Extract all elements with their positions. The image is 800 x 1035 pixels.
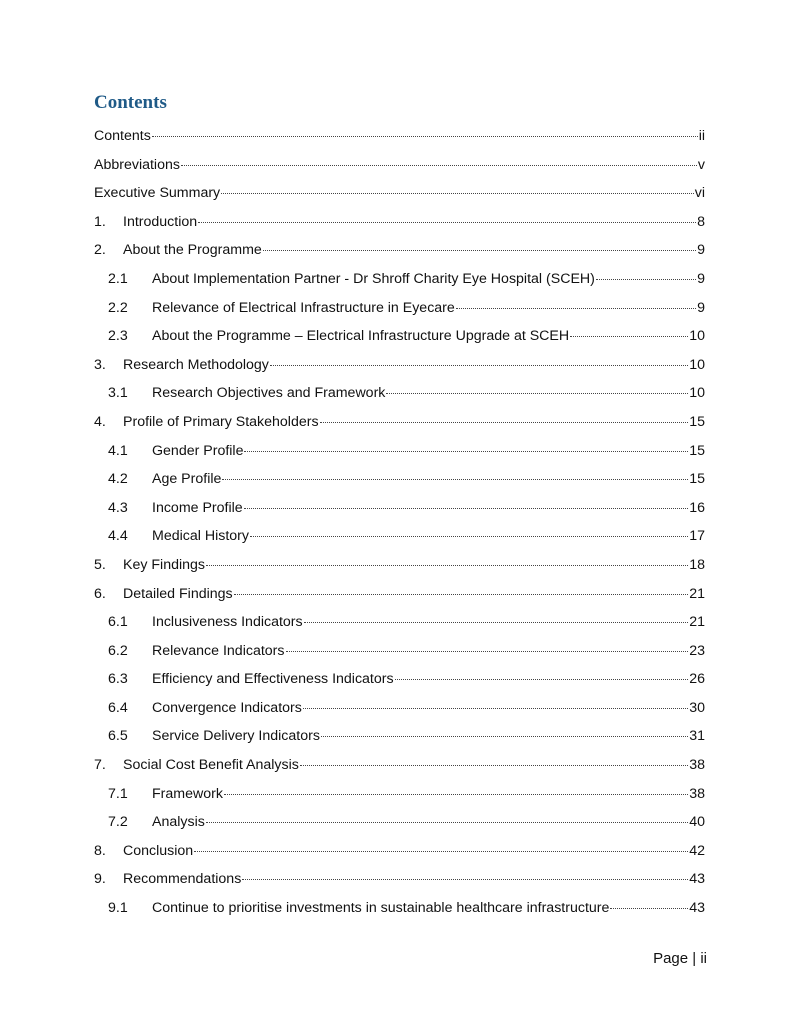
toc-entry[interactable]: [94, 726, 705, 755]
toc-entry[interactable]: [94, 383, 705, 412]
toc-entry[interactable]: [94, 869, 705, 898]
toc-entry[interactable]: [94, 326, 705, 355]
toc-entry-page-number: 21: [689, 585, 705, 602]
toc-entry-title: Service Delivery Indicators: [152, 728, 320, 745]
toc-entry-number: 2.2: [108, 299, 128, 316]
dot-leader: [206, 565, 688, 566]
toc-entry[interactable]: [94, 469, 705, 498]
table-of-contents: [94, 126, 705, 927]
toc-entry-page-number: 43: [689, 900, 705, 917]
dot-leader: [242, 879, 688, 880]
toc-entry-title: Relevance Indicators: [152, 642, 285, 659]
toc-entry[interactable]: [94, 698, 705, 727]
toc-entry-page-number: 9: [697, 299, 705, 316]
toc-entry-title: Introduction: [123, 213, 198, 230]
dot-leader: [250, 536, 688, 537]
toc-entry-page-number: 43: [689, 871, 705, 888]
toc-entry[interactable]: [94, 269, 705, 298]
toc-entry-number: 1.: [94, 213, 106, 230]
toc-entry-number: 2.3: [108, 328, 128, 345]
toc-entry-page-number: 17: [689, 528, 705, 545]
toc-entry-page-number: 15: [689, 442, 705, 459]
toc-entry-number: 6.2: [108, 642, 128, 659]
toc-entry-page-number: 10: [689, 356, 705, 373]
toc-entry-number: 3.: [94, 356, 106, 373]
toc-entry-page-number: 16: [689, 499, 705, 516]
dot-leader: [234, 594, 689, 595]
toc-entry-page-number: ii: [698, 128, 705, 144]
dot-leader: [395, 679, 689, 680]
page-title: Contents: [94, 92, 167, 113]
toc-entry[interactable]: [94, 584, 705, 613]
toc-entry-title: About the Programme: [123, 242, 262, 259]
dot-leader: [596, 279, 696, 280]
toc-entry-page-number: 10: [689, 328, 705, 345]
toc-entry-number: 2.1: [108, 270, 128, 287]
toc-entry-number: 6.5: [108, 728, 128, 745]
toc-entry-page-number: 15: [689, 413, 705, 430]
dot-leader: [152, 136, 698, 137]
toc-entry-page-number: v: [697, 156, 705, 173]
toc-entry-number: 4.1: [108, 442, 128, 459]
toc-entry-number: 4.2: [108, 471, 128, 488]
toc-entry-title: Relevance of Electrical Infrastructure in Eyecare: [152, 299, 455, 316]
toc-entry[interactable]: [94, 412, 705, 441]
toc-entry-title: Continue to prioritise investments in sustainable healthcare infrastructure: [152, 900, 610, 917]
toc-entry-page-number: 18: [689, 556, 705, 573]
toc-entry[interactable]: [94, 812, 705, 841]
toc-entry[interactable]: [94, 526, 705, 555]
toc-entry-number: 3.1: [108, 385, 128, 402]
dot-leader: [303, 708, 688, 709]
toc-entry-page-number: 9: [697, 242, 705, 259]
dot-leader: [244, 451, 688, 452]
toc-entry[interactable]: [94, 784, 705, 813]
toc-entry[interactable]: [94, 841, 705, 870]
toc-entry[interactable]: [94, 126, 705, 155]
toc-entry-title: Conclusion: [123, 842, 194, 859]
dot-leader: [286, 651, 689, 652]
toc-entry-number: 4.: [94, 413, 106, 430]
toc-entry-number: 7.1: [108, 785, 128, 802]
toc-entry[interactable]: [94, 240, 705, 269]
toc-entry-title: Gender Profile: [152, 442, 244, 459]
toc-entry-page-number: 30: [689, 699, 705, 716]
toc-entry-number: 4.3: [108, 499, 128, 516]
toc-entry-title: Medical History: [152, 528, 249, 545]
toc-entry-page-number: 31: [689, 728, 705, 745]
dot-leader: [270, 365, 688, 366]
toc-entry-number: 9.1: [108, 900, 128, 917]
toc-entry[interactable]: [94, 612, 705, 641]
toc-entry-title: Inclusiveness Indicators: [152, 614, 303, 631]
toc-entry[interactable]: [94, 555, 705, 584]
toc-entry-title: Profile of Primary Stakeholders: [123, 413, 319, 430]
toc-entry[interactable]: [94, 755, 705, 784]
toc-entry-title: Abbreviations: [94, 156, 180, 173]
toc-entry-page-number: 21: [689, 614, 705, 631]
toc-entry-title: Key Findings: [123, 556, 206, 573]
toc-entry-number: 8.: [94, 842, 106, 859]
dot-leader: [194, 851, 688, 852]
dot-leader: [304, 622, 689, 623]
toc-entry-title: Framework: [152, 785, 223, 802]
dot-leader: [222, 479, 688, 480]
dot-leader: [570, 336, 688, 337]
toc-entry-number: 7.: [94, 757, 106, 774]
toc-entry-title: Convergence Indicators: [152, 699, 302, 716]
dot-leader: [206, 822, 688, 823]
toc-entry-title: Recommendations: [123, 871, 242, 888]
toc-entry-page-number: 23: [689, 642, 705, 659]
toc-entry-title: Analysis: [152, 814, 205, 831]
toc-entry[interactable]: [94, 212, 705, 241]
page-number-footer: Page | ii: [653, 950, 707, 967]
toc-entry[interactable]: [94, 669, 705, 698]
toc-entry-number: 6.4: [108, 699, 128, 716]
toc-entry-page-number: vi: [694, 185, 705, 202]
toc-entry-title: About Implementation Partner - Dr Shroff Charity Eye Hospital (SCEH): [152, 270, 595, 287]
dot-leader: [181, 165, 697, 166]
toc-entry-title: Income Profile: [152, 499, 243, 516]
toc-entry-title: Executive Summary: [94, 185, 221, 202]
toc-entry-number: 5.: [94, 556, 106, 573]
toc-entry-page-number: 38: [689, 785, 705, 802]
toc-entry-title: Research Methodology: [123, 356, 269, 373]
dot-leader: [224, 794, 688, 795]
toc-entry-page-number: 26: [689, 671, 705, 688]
toc-entry-title: Contents: [94, 128, 151, 144]
toc-entry-title: Age Profile: [152, 471, 222, 488]
toc-entry-page-number: 38: [689, 757, 705, 774]
toc-entry[interactable]: [94, 155, 705, 184]
dot-leader: [221, 193, 694, 194]
toc-entry-title: Detailed Findings: [123, 585, 233, 602]
toc-entry-title: Research Objectives and Framework: [152, 385, 386, 402]
toc-entry-number: 9.: [94, 871, 106, 888]
dot-leader: [610, 908, 688, 909]
toc-entry-number: 6.: [94, 585, 106, 602]
toc-entry-page-number: 40: [689, 814, 705, 831]
dot-leader: [263, 250, 696, 251]
toc-entry-number: 4.4: [108, 528, 128, 545]
toc-entry-page-number: 10: [689, 385, 705, 402]
toc-entry[interactable]: [94, 441, 705, 470]
toc-entry-page-number: 42: [689, 842, 705, 859]
toc-entry[interactable]: [94, 898, 705, 927]
toc-entry[interactable]: [94, 298, 705, 327]
dot-leader: [456, 308, 696, 309]
toc-entry-page-number: 15: [689, 471, 705, 488]
dot-leader: [386, 393, 688, 394]
toc-entry-page-number: 9: [697, 270, 705, 287]
toc-entry[interactable]: [94, 498, 705, 527]
dot-leader: [320, 422, 689, 423]
toc-entry-number: 7.2: [108, 814, 128, 831]
toc-entry-title: About the Programme – Electrical Infrastructure Upgrade at SCEH: [152, 328, 570, 345]
toc-entry-page-number: 8: [697, 213, 705, 230]
toc-entry[interactable]: [94, 183, 705, 212]
dot-leader: [244, 508, 689, 509]
toc-entry-number: 2.: [94, 242, 106, 259]
toc-entry-number: 6.3: [108, 671, 128, 688]
toc-entry-title: Efficiency and Effectiveness Indicators: [152, 671, 394, 688]
dot-leader: [300, 765, 688, 766]
toc-entry-title: Social Cost Benefit Analysis: [123, 757, 299, 774]
toc-entry[interactable]: [94, 355, 705, 384]
toc-entry-number: 6.1: [108, 614, 128, 631]
dot-leader: [321, 736, 688, 737]
dot-leader: [198, 222, 696, 223]
toc-entry[interactable]: [94, 641, 705, 670]
